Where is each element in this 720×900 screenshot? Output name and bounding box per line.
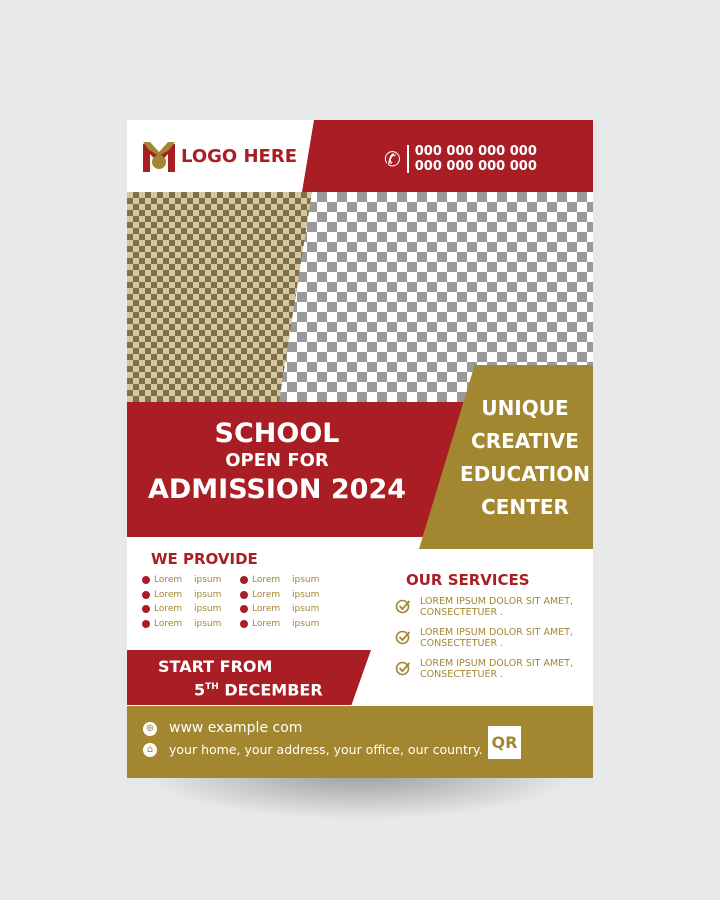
service-text: LOREM IPSUM DOLOR SIT AMET, CONSECTETUER . [420,627,574,649]
bullet-icon [142,620,150,628]
service-item [395,596,585,618]
start-month: DECEMBER [224,680,323,700]
item-word: Lorem [154,575,183,586]
item-word: ipsum [194,604,222,615]
tagline-line: UNIQUE [481,396,569,420]
tagline [457,392,593,524]
phone-number: 000 000 000 000 [414,159,537,174]
bullet-icon [142,605,150,613]
service-item [395,658,585,680]
we-provide-title: WE PROVIDE [151,550,258,568]
logo-text: LOGO HERE [181,145,297,167]
provide-item [240,573,338,588]
item-word: Lorem [154,618,183,629]
provide-item [240,602,338,617]
bullet-icon [240,605,248,613]
services-title: OUR SERVICES [406,571,530,589]
phone-block [384,144,537,174]
provide-item [240,617,338,632]
logo [143,140,297,172]
provide-item [142,588,240,603]
check-circle-icon [395,598,411,614]
services-list [395,596,585,689]
bullet-icon [240,576,248,584]
service-item [395,627,585,649]
flyer [127,120,593,778]
provide-item [142,617,240,632]
contact [143,718,483,760]
globe-icon: ⊕ [143,722,157,736]
service-text: LOREM IPSUM DOLOR SIT AMET, CONSECTETUER . [420,658,574,680]
bullet-icon [240,620,248,628]
qr-code: QR [488,726,521,759]
provide-item [142,573,240,588]
logo-icon [143,140,175,172]
divider [407,145,409,173]
phone-icon: ✆ [384,147,401,171]
tagline-line: CENTER [481,495,569,519]
phone-number: 000 000 000 000 [414,144,537,159]
location-icon: ⌂ [143,743,157,757]
headline-line: SCHOOL [214,418,340,449]
service-text: LOREM IPSUM DOLOR SIT AMET, CONSECTETUER . [420,596,574,618]
start-sup: TH [205,682,219,692]
bullet-icon [142,576,150,584]
item-word: Lorem [154,604,183,615]
item-word: Lorem [252,589,281,600]
item-word: ipsum [292,575,320,586]
start-day: 5 [194,680,206,700]
check-circle-icon [395,660,411,676]
item-word: Lorem [154,589,183,600]
item-word: ipsum [194,575,222,586]
website-link[interactable]: www example com [169,720,303,736]
tagline-line: CREATIVE [471,429,579,453]
tagline-line: EDUCATION [460,462,590,486]
item-word: ipsum [292,589,320,600]
start-date [158,656,323,700]
headline-line: ADMISSION 2024 [147,474,407,505]
address: your home, your address, your office, our country. [169,742,483,757]
item-word: Lorem [252,618,281,629]
provide-item [142,602,240,617]
item-word: ipsum [194,589,222,600]
item-word: Lorem [252,604,281,615]
item-word: ipsum [194,618,222,629]
headline-line: OPEN FOR [225,450,329,471]
bullet-icon [240,591,248,599]
start-line: START FROM [158,657,273,676]
check-circle-icon [395,629,411,645]
item-word: Lorem [252,575,281,586]
provide-list [142,573,338,631]
item-word: ipsum [292,604,320,615]
headline [127,418,427,508]
provide-item [240,588,338,603]
item-word: ipsum [292,618,320,629]
bullet-icon [142,591,150,599]
